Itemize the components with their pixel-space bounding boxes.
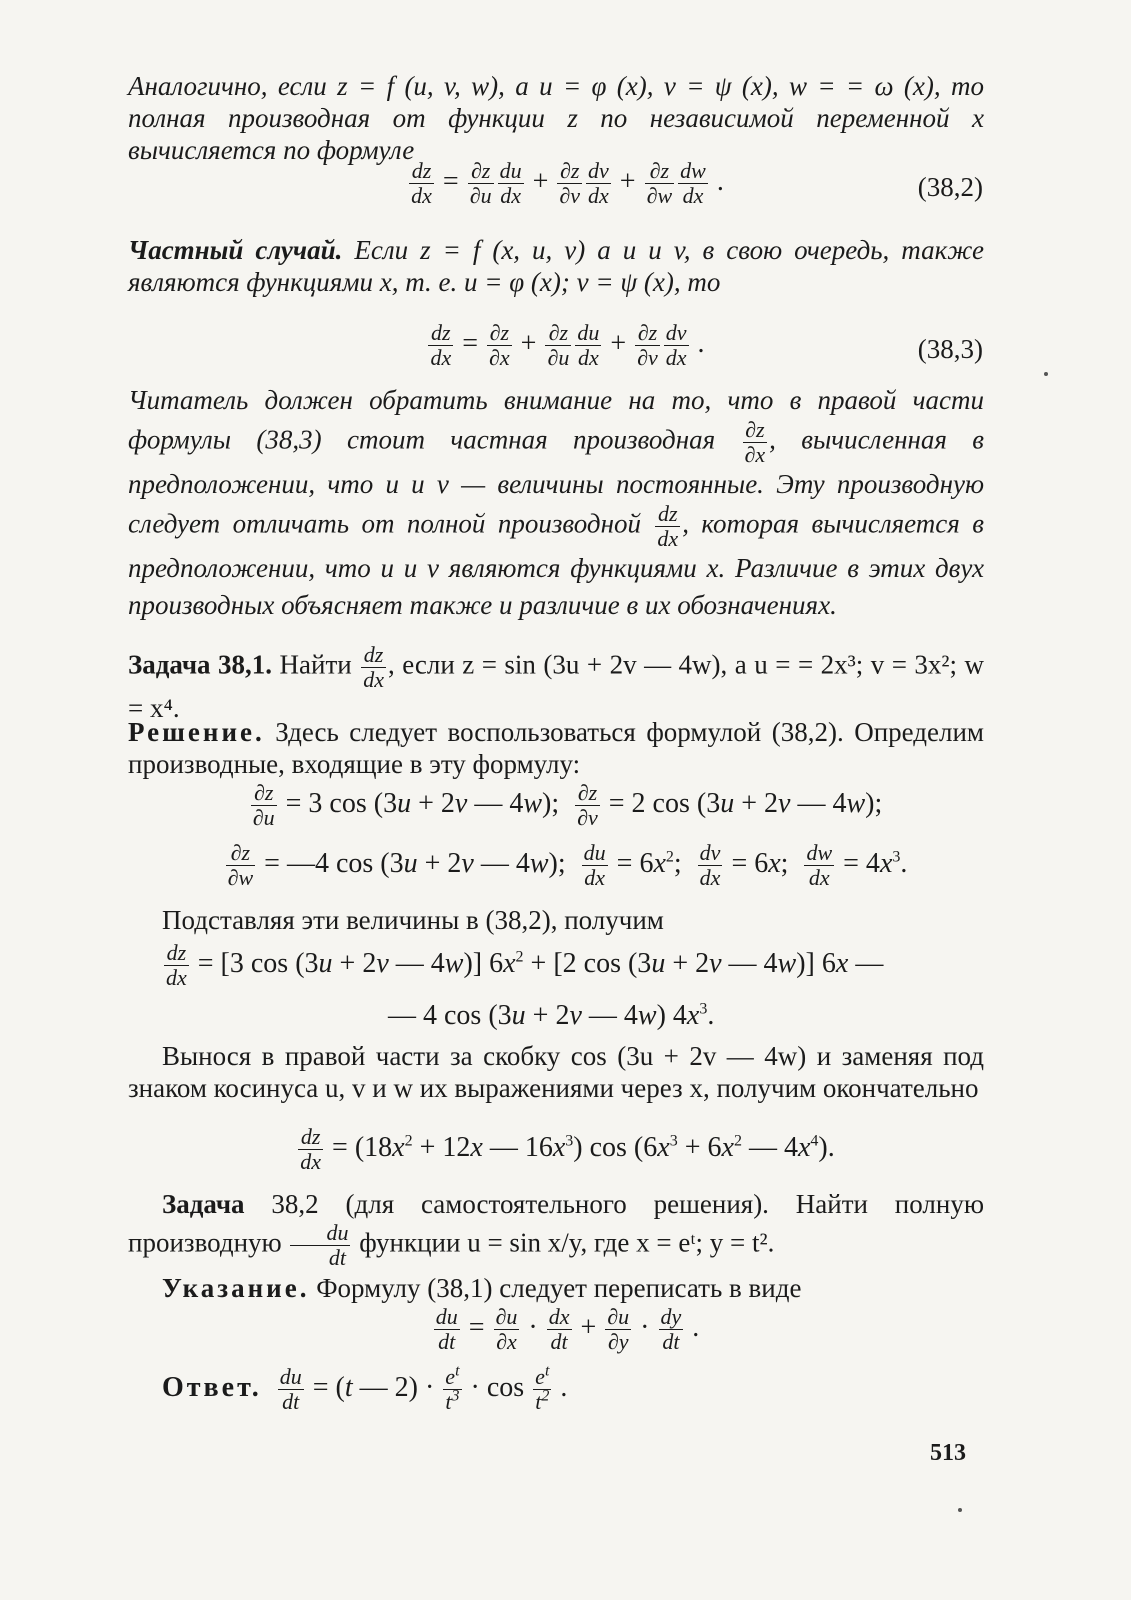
task-text: 38,2 (для самостоятельного решения). Найти полную производную [128,1189,984,1258]
answer-line: Ответ. $\frac{du}{dt}$ = (t — 2) · $\frac{e^t}{t^3}$ · cos $\frac{e^t}{t^2}$ . [162,1362,568,1414]
equation-38-2: $\frac{dz}{dx}$ = $\frac{\partial z}{\partial u}$ $\frac{du}{dx}$ + $\frac{\partial z}{\partial v}$ $\frac{dv}{dx}$ + $\frac{\partial z}{\partial w}$ $\frac{dw}{dx}$ . [411,158,724,208]
task-text: Найти [272,649,352,680]
page-number: 513 [930,1440,966,1466]
paragraph-text: Читатель должен обратить внимание на то, что в правой части формулы (38,3) стоит частная производная [128,385,984,455]
substitution-line-1: $\frac{dz}{dx}$ = [3 cos (3u + 2v — 4w)] $6x^2 + [2$ cos (3u + 2v — 4w)] 6x — [166,940,884,990]
paragraph-text: Аналогично, если z = f (u, v, w), а u = φ (x), v = ψ (x), w = = ω (x), то полная производная от функции z по независимой переменной x вычисляется по формуле [128,71,984,165]
solution-title: Решение. [128,717,265,747]
equation-number: (38,2) [917,172,983,202]
hint-title: Указание. [162,1273,310,1303]
task-title: Задача 38,1. [128,649,273,680]
scan-speck [958,1508,962,1512]
paragraph-text: , которая вычисляется в предположении, что u и v являются функциями x. Различие в этих двух производных объясняет также и различие в их обозначениях. [128,508,984,620]
hint-paragraph [162,1272,984,1304]
hint-formula: $\frac{du}{dt}$ = $\frac{\partial u}{\partial x}$ · $\frac{dx}{dt}$ + $\frac{\partial u}{\partial y}$ · $\frac{dy}{dt}$ . [435,1304,700,1354]
derivatives-line-2: $\frac{\partial z}{\partial w}$ = —4 cos (3u + 2v — 4w); $\frac{du}{dx}$ = $6x^2$; $\frac{dv}{dx}$ = 6x; $\frac{dw}{dx}$ = $4x^3$. [227,840,908,890]
section-heading: Частный случай. [128,235,343,265]
hint-text: Формулу (38,1) следует переписать в виде [309,1273,802,1303]
answer-title: Ответ. [162,1371,262,1403]
paragraph-text: Если z = f (x, u, v) а u и v, в свою очередь, также являются функциями x, т. е. u = φ (x); v = ψ (x), то [128,235,984,297]
task-text: , если z = sin (3u + 2v — 4w), а u = = 2x³; v = 3x²; w = x⁴. [128,649,984,723]
task-38-1: Задача 38,1. Найти $\frac{dz}{dx}$ , если z = sin (3u + 2v — 4w), а u = = 2x³; v = 3x²; w = x⁴. [128,642,984,723]
paragraph-special-case [128,234,984,298]
equation-number: (38,3) [917,334,983,364]
final-result: $\frac{dz}{dx}$ = ($18x^2 + 12x$ — $16x^3$) $\cos (6x^3 + 6x^2$ — $4x^4$). [300,1124,835,1174]
solution-text: Здесь следует воспользоваться формулой (38,2). Определим производные, входящие в эту формулу: [128,717,984,779]
task-38-2: Задача 38,2 (для самостоятельного решения). Найти полную производную $\frac{du}{dt}$ функции u = sin x/y, где x = eᵗ; y = t². [128,1189,984,1270]
paragraph-text: , вычисленная в предположении, что u и v — величины постоянные. Эту производную следует отличать от полной производной [128,424,985,539]
solution-paragraph [128,716,984,780]
task-text: функции u = sin x/y, где x = eᵗ; y = t². [352,1227,775,1258]
equation-38-3: $\frac{dz}{dx}$ = $\frac{\partial z}{\partial x}$ + $\frac{\partial z}{\partial u}$ $\frac{du}{dx}$ + $\frac{\partial z}{\partial v}$ $\frac{dv}{dx}$ . [430,320,705,370]
paragraph-analogous [128,70,984,166]
paragraph-reader-note: Читатель должен обратить внимание на то, что в правой части формулы (38,3) стоит частная производная $\frac{\partial z}{\partial x}$ , вычисленная в предположении, что u и v — величины постоянные. Эту производную следует отличать от полной производной $\frac{dz}{dx}$ , которая вычисляется в предположении, что u и v являются функциями x. Различие в этих двух производных объясняет также и различие в их обозначениях. [128,385,985,620]
factor-paragraph: Вынося в правой части за скобку cos (3u + 2v — 4w) и заменяя под знаком косинуса u, v и w их выражениями через x, получим окончательно [128,1041,984,1103]
substitution-text: Подставляя эти величины в (38,2), получим [162,905,664,935]
derivatives-line-1: $\frac{\partial z}{\partial u}$ = 3 cos (3u + 2v — 4w); $\frac{\partial z}{\partial v}$ = 2 cos (3u + 2v — 4w); [252,780,883,830]
task-title: Задача [162,1189,245,1219]
scan-speck [1044,372,1048,376]
substitution-line-2: — 4 cos (3u + 2v — 4w) $4x^3$. [388,1000,715,1031]
